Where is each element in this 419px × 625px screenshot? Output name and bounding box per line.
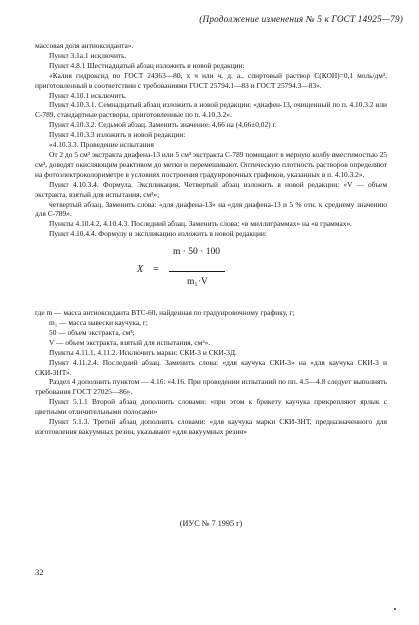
paragraph: Пункт 4.10.3.3 изложить в новой редакции:: [49, 130, 186, 140]
explication-line: 50 — объем экстракта, см³;: [49, 327, 135, 337]
paragraph: От 2 до 5 см³ экстракта диафена-13 или 5 см³ экстракта С-789 помещают в мерную колбу вместимостью 25 см³, доводят окисляющим реактивом до метки и перемешивают. Оптическую плотность растворов определяют на фотоэлектроколориметре в условиях построения градуировочных графиков, указанных в п. 4.10.3.2».: [35, 149, 387, 179]
formula-lhs: X: [137, 264, 144, 276]
formula-denominator: m₁·V: [187, 277, 208, 288]
page-number: 32: [35, 567, 44, 577]
paragraph: Пункты 4.11.1, 4.11.2. Исключить марки: СКИ-3 и СКИ-3Д.: [49, 347, 237, 357]
explication-line: где m — масса антиоксиданта ВТС-60, найденная по градуировочному графику, г;: [35, 308, 295, 318]
paragraph: Пункт 4.10.3.4. Формула. Экспликация. Четвертый абзац изложить в новой редакции: «V — объем экстракта, взятый для испытания, см³»;: [35, 179, 387, 199]
explication-line: m₁ — масса навески каучука, г;: [49, 318, 148, 328]
paragraph: Пункт 4.10.3.2. Седьмой абзац. Заменить значение: 4,66 на (4,66±0,02) г.: [49, 120, 277, 130]
paragraph: Пункт 5.1.1 Второй абзац дополнить словами: «при этом к брикету каучука прикрепляют ярлык с цветными отличительными полосами»: [35, 397, 387, 417]
paragraph: Пункт 4.8.1 Шестнадцатый абзац изложить в новой редакции:: [49, 60, 245, 70]
formula-numerator: m · 50 · 100: [173, 247, 220, 258]
paragraph: Пункт 4.10.3.1. Семнадцатый абзац изложить в новой редакции: «диафен-13, очищенный по п. 4.10.3.2 или С-789, стандартные растворы, приготовленные по п. 4.10.3.2».: [35, 100, 387, 120]
paragraph: Пункт 3.1а.1 исключить.: [49, 50, 127, 60]
formula-equals: =: [153, 264, 159, 276]
explication-line: V — объем экстракта, взятый для испытания, см³».: [49, 337, 211, 347]
publication-reference: (ИУС № 7 1995 г): [179, 519, 243, 528]
paragraph: Пункт 5.1.3. Третий абзац дополнить словами: «для каучука марки СКИ-3НТ, предназначенного для изготовления вакуумных резин, указывают «для вакуумных резин»: [35, 417, 387, 436]
paragraph: Пункт 4.10.4.4. Формулу и экспликацию изложить в новой редакции:: [49, 229, 267, 239]
document-body: [35, 41, 387, 437]
formula: [35, 244, 387, 302]
paragraph: Раздел 4 дополнить пунктом — 4.16: «4.16. При проведении испытаний по пп. 4.5—4.8 следует выполнять требования ГОСТ 27025—86».: [35, 377, 387, 397]
paragraph: Пункт 4.11.2.4. Последний абзац. Заменить слова: «для каучука СКИ-3» на «для каучука СКИ-3 и СКИ-3НТ».: [35, 357, 387, 377]
fraction-bar: [169, 271, 225, 272]
paragraph: Пункты 4.10.4.2, 4.10.4.3. Последний абзац. Заменить слова: «в миллиграммах» на «в граммах».: [49, 219, 352, 229]
running-header: (Продолжение изменения № 5 к ГОСТ 14925—79): [199, 14, 403, 24]
paragraph: «Калия гидроксид по ГОСТ 24363—80, х ч или ч. д. а., спиртовый раствор С(КОН)=0,1 моль/дм³, приготовленный в соответствии с требованиями ГОСТ 25794.1—83 и ГОСТ 25794.3—83».: [35, 70, 387, 90]
speck: [394, 608, 396, 610]
paragraph: четвертый абзац. Заменить слова: «для диафена-13» на «для диафена-13 и 5 % отн. к среднему значению для С-789».: [35, 199, 387, 219]
section-heading: «4.10.3.3. Проведение испытания: [49, 140, 154, 150]
paragraph: массовая доля антиоксиданта».: [35, 41, 134, 50]
paragraph: Пункт 4.10.1 исключить.: [49, 90, 127, 100]
